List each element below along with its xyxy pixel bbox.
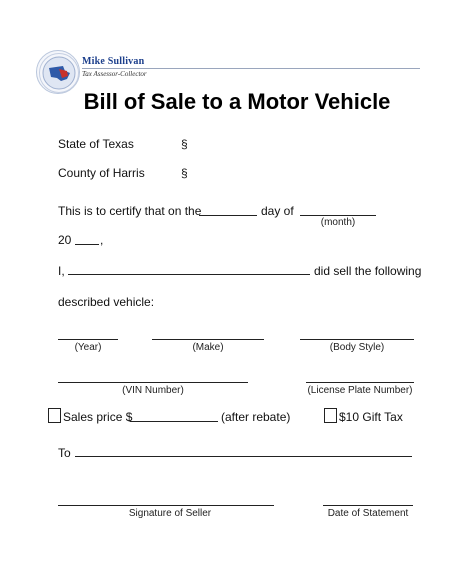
year-blank[interactable]	[75, 244, 99, 245]
day-blank[interactable]	[199, 215, 257, 216]
year-comma: ,	[100, 233, 104, 247]
certify-prefix: This is to certify that on the	[58, 204, 202, 218]
make-field-label: (Make)	[192, 342, 224, 353]
seller-signature-line[interactable]	[58, 505, 274, 506]
certify-day-of: day of	[261, 204, 294, 218]
vin-field-label: (VIN Number)	[122, 385, 184, 396]
month-blank[interactable]	[300, 215, 376, 216]
gift-tax-checkbox[interactable]	[324, 408, 337, 423]
sales-price-checkbox[interactable]	[48, 408, 61, 423]
year-field-label: (Year)	[74, 342, 102, 353]
county-section-symbol: §	[181, 166, 188, 180]
seller-name-blank[interactable]	[68, 274, 310, 275]
county-label: County of Harris	[58, 166, 145, 180]
after-rebate-label: (after rebate)	[221, 410, 291, 424]
vin-field-line[interactable]	[58, 382, 248, 383]
license-plate-field-line[interactable]	[306, 382, 414, 383]
sales-price-blank[interactable]	[130, 421, 218, 422]
date-statement-label: Date of Statement	[327, 508, 409, 519]
body-style-field-line[interactable]	[300, 339, 414, 340]
header-divider	[82, 68, 420, 69]
body-style-field-label: (Body Style)	[329, 342, 385, 353]
make-field-line[interactable]	[152, 339, 264, 340]
sales-price-label: Sales price $	[63, 410, 133, 424]
year-field-line[interactable]	[58, 339, 118, 340]
month-label: (month)	[320, 217, 356, 228]
seller-signature-label: Signature of Seller	[128, 508, 212, 519]
state-section-symbol: §	[181, 137, 188, 151]
year-prefix: 20	[58, 233, 72, 247]
state-label: State of Texas	[58, 137, 134, 151]
seller-suffix: did sell the following	[314, 264, 422, 278]
to-label: To	[58, 446, 71, 460]
county-seal-logo	[36, 50, 80, 94]
seller-prefix: I,	[58, 264, 65, 278]
to-blank[interactable]	[75, 456, 412, 457]
document-title: Bill of Sale to a Motor Vehicle	[83, 89, 391, 114]
header-official-name: Mike Sullivan	[82, 56, 145, 67]
license-plate-field-label: (License Plate Number)	[307, 385, 413, 396]
date-statement-line[interactable]	[323, 505, 413, 506]
gift-tax-label: $10 Gift Tax	[339, 410, 403, 424]
header-official-title: Tax Assessor-Collector	[82, 70, 147, 78]
described-vehicle-label: described vehicle:	[58, 295, 155, 309]
